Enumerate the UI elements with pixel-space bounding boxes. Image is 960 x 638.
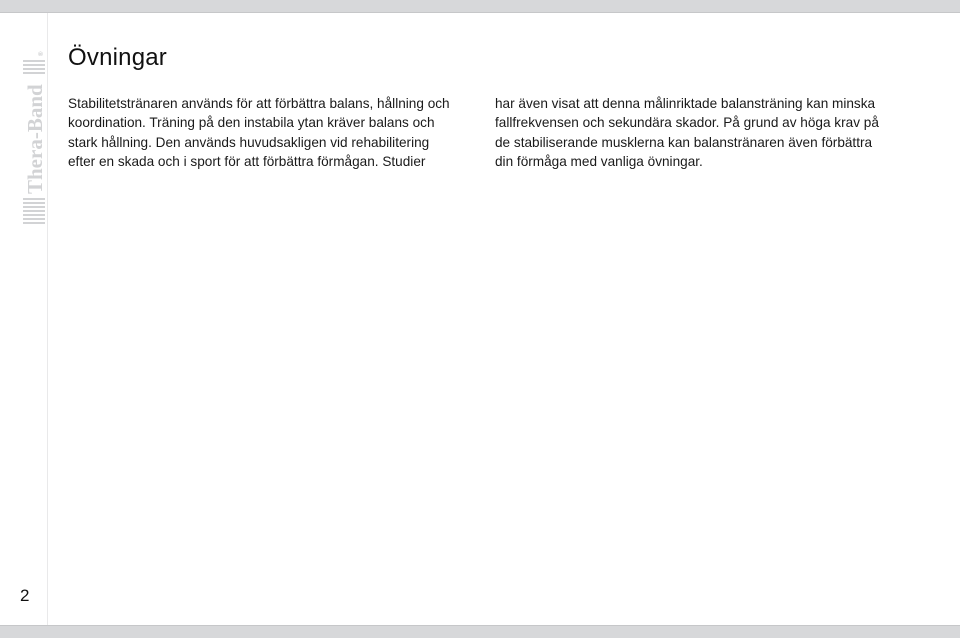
right-text-line: de stabiliserande musklerna kan balanstränaren även förbättra bbox=[495, 134, 873, 150]
right-text-line: din förmåga med vanliga övningar. bbox=[495, 153, 703, 169]
left-text-line: koordination. Träning på den instabila ytan kräver balans och bbox=[68, 115, 435, 131]
left-text-line: Stabilitetstränaren används för att förbättra balans, hållning och bbox=[68, 96, 450, 111]
right-text-line: har även visat att denna målinriktade balansträning kan minska bbox=[495, 96, 876, 111]
thera-band-logo bbox=[21, 48, 47, 228]
page-title: Övningar bbox=[68, 44, 167, 71]
right-text-line: fallfrekvensen och sekundära skador. På grund av höga krav på bbox=[495, 115, 879, 131]
left-text-line: stark hållning. Den används huvudsakligen vid rehabilitering bbox=[68, 134, 430, 150]
page-number: 2 bbox=[20, 586, 30, 605]
body-text-left-column bbox=[68, 94, 480, 171]
logo-trademark: ® bbox=[39, 51, 45, 56]
top-border-bar bbox=[0, 0, 960, 13]
left-text-line: efter en skada och i sport för att förbättra förmågan. Studier bbox=[68, 153, 426, 169]
logo-wordmark: Thera-Band bbox=[23, 84, 47, 194]
bottom-border-bar bbox=[0, 625, 960, 638]
body-text-right-column bbox=[495, 94, 915, 171]
